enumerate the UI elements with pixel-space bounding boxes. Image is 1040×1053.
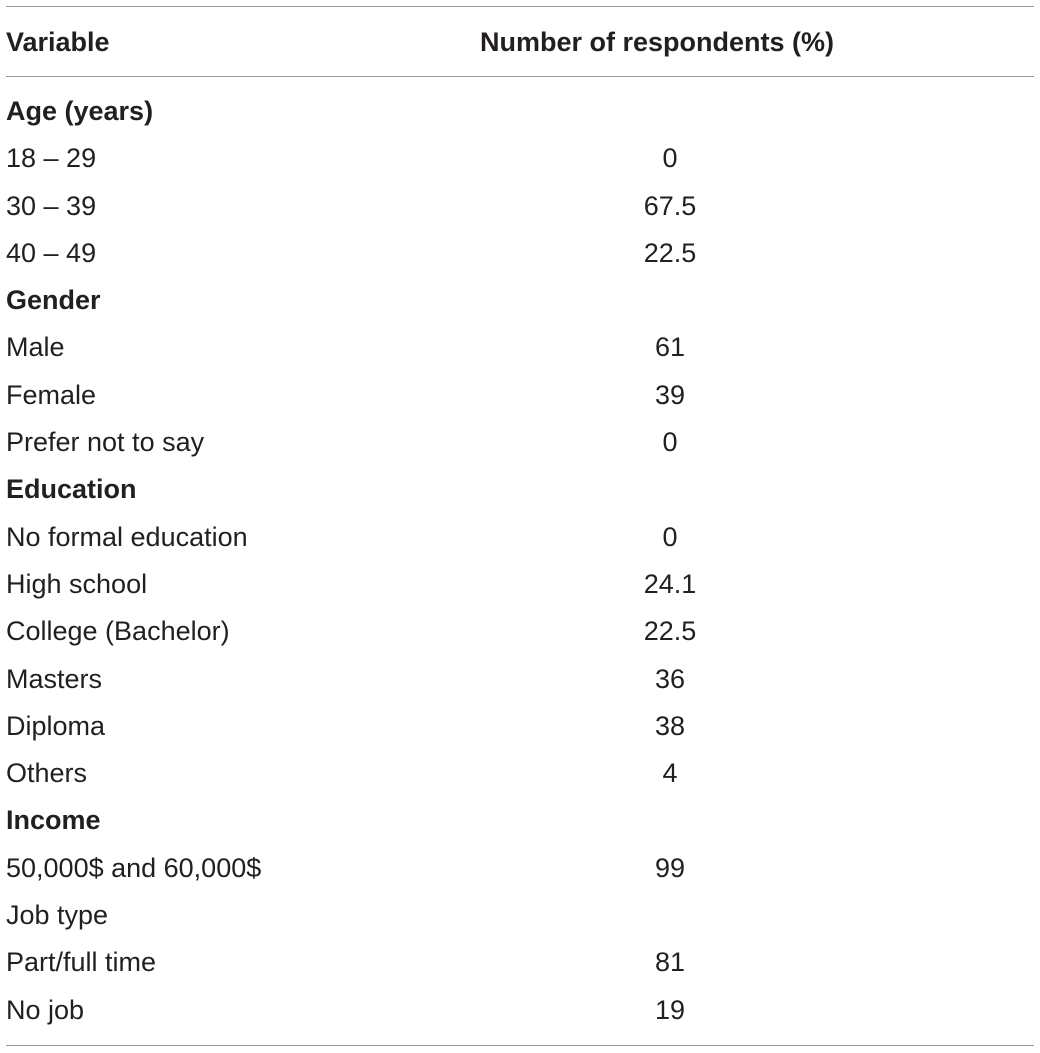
- row-label: 50,000$ and 60,000$: [6, 852, 262, 883]
- row-label: 18 – 29: [6, 143, 97, 174]
- table-header-rule: [6, 76, 1034, 77]
- table-row: [6, 514, 1034, 561]
- table-row: [6, 656, 1034, 703]
- table-row: [6, 372, 1034, 419]
- row-label: Part/full time: [6, 947, 157, 978]
- row-value: 4: [662, 758, 678, 789]
- section-header-row: [6, 277, 1034, 324]
- row-label: Others: [6, 758, 88, 789]
- table-row: [6, 608, 1034, 655]
- table-row: [6, 845, 1034, 892]
- section-title: Income: [6, 805, 101, 836]
- header-respondents: Number of respondents (%): [480, 27, 835, 57]
- table-row: [6, 324, 1034, 371]
- row-label: Female: [6, 379, 97, 410]
- row-label: Masters: [6, 663, 103, 694]
- row-label: Job type: [6, 900, 109, 931]
- row-value: 0: [662, 427, 678, 458]
- row-value: 81: [654, 947, 686, 978]
- header-variable: Variable: [6, 27, 110, 57]
- table-row: [6, 750, 1034, 797]
- row-label: Prefer not to say: [6, 427, 205, 458]
- row-value: 38: [654, 710, 686, 741]
- section-title: Age (years): [6, 96, 154, 126]
- table-row: [6, 892, 1034, 939]
- section-title: Gender: [6, 285, 101, 316]
- table-header-row: [6, 22, 1034, 62]
- row-value: 24.1: [643, 568, 697, 599]
- table-bottom-rule: [6, 1045, 1034, 1046]
- row-value: 36: [654, 663, 686, 694]
- row-label: College (Bachelor): [6, 616, 230, 647]
- row-label: 40 – 49: [6, 237, 97, 268]
- table-row: [6, 135, 1034, 182]
- row-value: 61: [654, 332, 686, 363]
- table-body: [6, 88, 1034, 1034]
- table-row: [6, 183, 1034, 230]
- table-row: [6, 703, 1034, 750]
- row-value: 22.5: [643, 237, 697, 268]
- row-value: 39: [654, 379, 686, 410]
- section-title: Education: [6, 474, 137, 505]
- row-label: No formal education: [6, 521, 248, 552]
- section-header-row: [6, 466, 1034, 513]
- row-label: No job: [6, 994, 85, 1025]
- table-row: [6, 987, 1034, 1034]
- section-header-row: [6, 88, 1034, 135]
- row-value: 99: [654, 852, 686, 883]
- row-value: 0: [662, 521, 678, 552]
- row-value: 19: [654, 994, 686, 1025]
- table-row: [6, 419, 1034, 466]
- row-label: 30 – 39: [6, 190, 97, 221]
- row-value: 67.5: [643, 190, 697, 221]
- row-label: High school: [6, 568, 148, 599]
- row-value: 22.5: [643, 616, 697, 647]
- row-label: Diploma: [6, 710, 106, 741]
- table-row: [6, 939, 1034, 986]
- row-label: Male: [6, 332, 65, 363]
- row-value: 0: [662, 143, 678, 174]
- table-row: [6, 230, 1034, 277]
- section-header-row: [6, 797, 1034, 844]
- table-row: [6, 561, 1034, 608]
- table-top-rule: [6, 6, 1034, 7]
